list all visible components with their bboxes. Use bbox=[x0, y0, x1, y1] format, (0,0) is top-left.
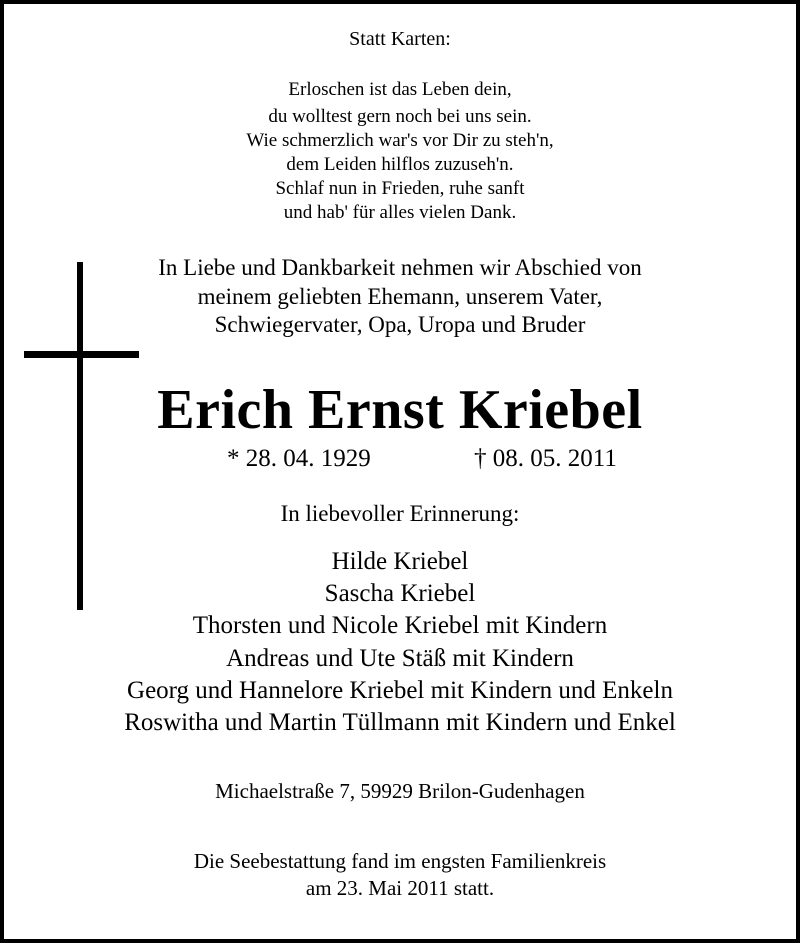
poem-line: du wolltest gern noch bei uns sein. bbox=[268, 106, 532, 127]
mourner-entry: Sascha Kriebel bbox=[324, 580, 476, 607]
header-statt-karten: Statt Karten: bbox=[349, 28, 451, 50]
remembrance-label: In liebevoller Erinnerung: bbox=[280, 501, 520, 526]
deceased-name: Erich Ernst Kriebel bbox=[157, 379, 643, 441]
mourner-entry: Thorsten und Nicole Kriebel mit Kindern bbox=[192, 612, 608, 639]
farewell-line: meinem geliebten Ehemann, unserem Vater, bbox=[197, 284, 603, 309]
birth-date: * 28. 04. 1929 bbox=[227, 445, 371, 472]
mourner-entry: Roswitha und Martin Tüllmann mit Kindern und Enkel bbox=[124, 709, 676, 736]
life-dates bbox=[0, 446, 800, 474]
poem-line: Erloschen ist das Leben dein, bbox=[288, 79, 512, 100]
mourner-entry: Georg und Hannelore Kriebel mit Kindern und Enkeln bbox=[127, 677, 673, 704]
poem-line: dem Leiden hilflos zuzuseh'n. bbox=[286, 154, 514, 175]
poem-line: und hab' für alles vielen Dank. bbox=[283, 202, 517, 223]
closing-line: Die Seebestattung fand im engsten Familienkreis bbox=[193, 849, 607, 873]
cross-icon-crossbar bbox=[24, 351, 139, 358]
mourner-entry: Andreas und Ute Stäß mit Kindern bbox=[226, 645, 574, 672]
closing-line: am 23. Mai 2011 statt. bbox=[305, 876, 495, 900]
farewell-line: Schwiegervater, Opa, Uropa und Bruder bbox=[214, 312, 586, 337]
address: Michaelstraße 7, 59929 Brilon-Gudenhagen bbox=[215, 779, 585, 803]
farewell-line: In Liebe und Dankbarkeit nehmen wir Abschied von bbox=[158, 255, 642, 280]
poem-line: Schlaf nun in Frieden, ruhe sanft bbox=[275, 178, 525, 199]
mourner-entry: Hilde Kriebel bbox=[331, 548, 469, 575]
poem-line: Wie schmerzlich war's vor Dir zu steh'n, bbox=[246, 130, 554, 151]
death-date: † 08. 05. 2011 bbox=[474, 445, 617, 472]
